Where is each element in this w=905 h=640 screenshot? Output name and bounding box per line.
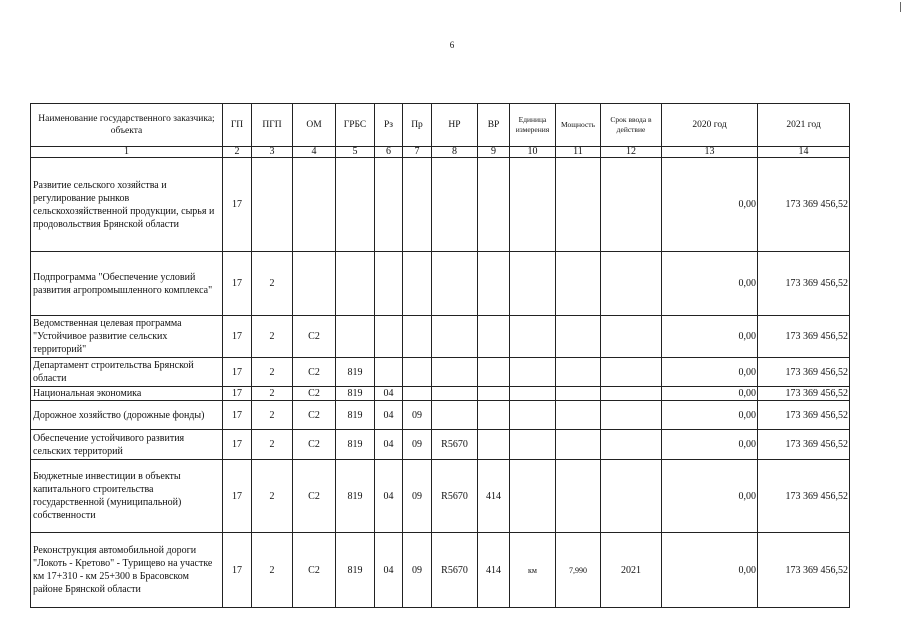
table-cell bbox=[601, 316, 662, 358]
table-row bbox=[31, 252, 850, 316]
table-cell bbox=[510, 430, 556, 460]
amount-cell: 0,00 bbox=[662, 252, 758, 316]
table-cell: 2 bbox=[252, 460, 293, 533]
table-cell bbox=[432, 316, 478, 358]
amount-cell: 173 369 456,52 bbox=[758, 316, 850, 358]
amount-cell: 0,00 bbox=[662, 401, 758, 430]
column-number: 6 bbox=[375, 147, 403, 158]
table-cell bbox=[601, 387, 662, 401]
table-cell bbox=[601, 358, 662, 387]
table-cell bbox=[556, 358, 601, 387]
table-cell bbox=[432, 358, 478, 387]
table-cell: 2 bbox=[252, 533, 293, 608]
column-number: 10 bbox=[510, 147, 556, 158]
table-cell: 819 bbox=[336, 401, 375, 430]
header-cell: ГРБС bbox=[336, 104, 375, 147]
column-number: 13 bbox=[662, 147, 758, 158]
page-number: 6 bbox=[449, 40, 455, 50]
header-cell: Единица измерения bbox=[510, 104, 556, 147]
amount-cell: 0,00 bbox=[662, 158, 758, 252]
table-cell: 04 bbox=[375, 460, 403, 533]
table-cell bbox=[556, 430, 601, 460]
table-row bbox=[31, 358, 850, 387]
table-cell bbox=[432, 401, 478, 430]
table-cell bbox=[601, 401, 662, 430]
table-cell: R5670 bbox=[432, 533, 478, 608]
table-cell: 2 bbox=[252, 252, 293, 316]
table-cell bbox=[478, 387, 510, 401]
table-cell bbox=[510, 252, 556, 316]
table-cell bbox=[403, 316, 432, 358]
table-cell bbox=[478, 358, 510, 387]
table-cell bbox=[293, 252, 336, 316]
column-number: 14 bbox=[758, 147, 850, 158]
table-cell: С2 bbox=[293, 316, 336, 358]
table-cell: С2 bbox=[293, 387, 336, 401]
table-cell bbox=[336, 316, 375, 358]
table-cell bbox=[510, 401, 556, 430]
header-cell: Пр bbox=[403, 104, 432, 147]
table-cell bbox=[510, 387, 556, 401]
table-cell: 17 bbox=[223, 316, 252, 358]
table-cell bbox=[478, 316, 510, 358]
table-cell: 09 bbox=[403, 401, 432, 430]
table-cell bbox=[510, 316, 556, 358]
table-row bbox=[31, 430, 850, 460]
amount-cell: 173 369 456,52 bbox=[758, 401, 850, 430]
table-cell bbox=[432, 252, 478, 316]
row-name-cell: Обеспечение устойчивого развития сельских территорий bbox=[31, 430, 223, 460]
amount-cell: 0,00 bbox=[662, 387, 758, 401]
column-number: 2 bbox=[223, 147, 252, 158]
amount-cell: 173 369 456,52 bbox=[758, 533, 850, 608]
table-row bbox=[31, 533, 850, 608]
table-cell bbox=[478, 252, 510, 316]
table-cell: 7,990 bbox=[556, 533, 601, 608]
table-cell bbox=[252, 158, 293, 252]
table-cell: 414 bbox=[478, 460, 510, 533]
column-number: 3 bbox=[252, 147, 293, 158]
table-cell: 819 bbox=[336, 430, 375, 460]
table-cell: 17 bbox=[223, 430, 252, 460]
table-cell bbox=[432, 158, 478, 252]
table-cell: 819 bbox=[336, 358, 375, 387]
table-cell bbox=[403, 158, 432, 252]
header-cell: 2021 год bbox=[758, 104, 850, 147]
table-cell bbox=[336, 252, 375, 316]
table-cell bbox=[556, 158, 601, 252]
table-cell: R5670 bbox=[432, 430, 478, 460]
table-row bbox=[31, 387, 850, 401]
table-cell: 04 bbox=[375, 533, 403, 608]
table-row bbox=[31, 158, 850, 252]
row-name-cell: Дорожное хозяйство (дорожные фонды) bbox=[31, 401, 223, 430]
table-cell: 2 bbox=[252, 387, 293, 401]
table-cell: 2 bbox=[252, 358, 293, 387]
column-number: 4 bbox=[293, 147, 336, 158]
row-name-cell: Национальная экономика bbox=[31, 387, 223, 401]
header-cell: Наименование государственного заказчика; объекта bbox=[31, 104, 223, 147]
table-cell: 17 bbox=[223, 533, 252, 608]
table-cell: 17 bbox=[223, 387, 252, 401]
column-number-row bbox=[31, 147, 850, 158]
amount-cell: 0,00 bbox=[662, 316, 758, 358]
header-cell: ВР bbox=[478, 104, 510, 147]
table-cell: 2 bbox=[252, 401, 293, 430]
table-cell: 819 bbox=[336, 533, 375, 608]
table-cell: 17 bbox=[223, 252, 252, 316]
table-cell bbox=[478, 430, 510, 460]
header-cell: ГП bbox=[223, 104, 252, 147]
table-cell: 09 bbox=[403, 533, 432, 608]
header-cell: Срок ввода в действие bbox=[601, 104, 662, 147]
table-cell: 414 bbox=[478, 533, 510, 608]
table-cell: 17 bbox=[223, 401, 252, 430]
table-cell bbox=[375, 158, 403, 252]
table-cell bbox=[478, 158, 510, 252]
column-number: 11 bbox=[556, 147, 601, 158]
row-name-cell: Развитие сельского хозяйства и регулирование рынков сельскохозяйственной продукции, сырья и продовольствия Брянской области bbox=[31, 158, 223, 252]
table-cell: С2 bbox=[293, 430, 336, 460]
table-cell: R5670 bbox=[432, 460, 478, 533]
table-cell: 17 bbox=[223, 460, 252, 533]
table-row bbox=[31, 316, 850, 358]
table-cell: С2 bbox=[293, 533, 336, 608]
table-cell bbox=[601, 460, 662, 533]
table-cell bbox=[403, 358, 432, 387]
table-cell: С2 bbox=[293, 358, 336, 387]
column-number: 5 bbox=[336, 147, 375, 158]
header-cell: ОМ bbox=[293, 104, 336, 147]
table-cell bbox=[556, 316, 601, 358]
header-cell: 2020 год bbox=[662, 104, 758, 147]
table-cell bbox=[375, 358, 403, 387]
table-cell bbox=[403, 252, 432, 316]
table-body bbox=[31, 158, 850, 608]
amount-cell: 0,00 bbox=[662, 358, 758, 387]
table-row bbox=[31, 401, 850, 430]
table-cell: С2 bbox=[293, 401, 336, 430]
table-cell bbox=[403, 387, 432, 401]
table-cell bbox=[601, 430, 662, 460]
table-cell bbox=[510, 358, 556, 387]
amount-cell: 0,00 bbox=[662, 430, 758, 460]
amount-cell: 173 369 456,52 bbox=[758, 358, 850, 387]
table-cell bbox=[510, 460, 556, 533]
table-cell bbox=[556, 460, 601, 533]
header-row bbox=[31, 104, 850, 147]
scan-edge-mark bbox=[900, 2, 901, 12]
table-cell bbox=[556, 252, 601, 316]
table-cell bbox=[432, 387, 478, 401]
row-name-cell: Подпрограмма "Обеспечение условий развития агропромышленного комплекса" bbox=[31, 252, 223, 316]
row-name-cell: Департамент строительства Брянской области bbox=[31, 358, 223, 387]
header-cell: Мощность bbox=[556, 104, 601, 147]
table-cell: 17 bbox=[223, 158, 252, 252]
table-cell: С2 bbox=[293, 460, 336, 533]
row-name-cell: Бюджетные инвестиции в объекты капитального строительства государственной (муниципальной) собственности bbox=[31, 460, 223, 533]
header-cell: Рз bbox=[375, 104, 403, 147]
table-cell bbox=[478, 401, 510, 430]
table-cell bbox=[293, 158, 336, 252]
table-cell: 2 bbox=[252, 430, 293, 460]
amount-cell: 173 369 456,52 bbox=[758, 387, 850, 401]
amount-cell: 173 369 456,52 bbox=[758, 430, 850, 460]
table-cell bbox=[556, 401, 601, 430]
column-number: 9 bbox=[478, 147, 510, 158]
table-row bbox=[31, 460, 850, 533]
column-number: 1 bbox=[31, 147, 223, 158]
amount-cell: 173 369 456,52 bbox=[758, 158, 850, 252]
table-cell bbox=[375, 316, 403, 358]
header-cell: НР bbox=[432, 104, 478, 147]
table-cell bbox=[336, 158, 375, 252]
column-number: 7 bbox=[403, 147, 432, 158]
table-cell: 17 bbox=[223, 358, 252, 387]
table-cell: 04 bbox=[375, 430, 403, 460]
table-cell: 09 bbox=[403, 460, 432, 533]
table-cell: 819 bbox=[336, 387, 375, 401]
table-cell: 2 bbox=[252, 316, 293, 358]
row-name-cell: Реконструкция автомобильной дороги "Локоть - Кретово" - Турищево на участке км 17+310 - км 25+300 в Брасовском районе Брянской области bbox=[31, 533, 223, 608]
table-cell: 09 bbox=[403, 430, 432, 460]
table-cell: 04 bbox=[375, 387, 403, 401]
amount-cell: 0,00 bbox=[662, 533, 758, 608]
table-cell bbox=[601, 252, 662, 316]
table-cell bbox=[601, 158, 662, 252]
amount-cell: 0,00 bbox=[662, 460, 758, 533]
column-number: 8 bbox=[432, 147, 478, 158]
table-cell bbox=[510, 158, 556, 252]
amount-cell: 173 369 456,52 bbox=[758, 460, 850, 533]
table-cell bbox=[375, 252, 403, 316]
row-name-cell: Ведомственная целевая программа "Устойчивое развитие сельских территорий" bbox=[31, 316, 223, 358]
amount-cell: 173 369 456,52 bbox=[758, 252, 850, 316]
column-number: 12 bbox=[601, 147, 662, 158]
table-cell: 2021 bbox=[601, 533, 662, 608]
table-cell bbox=[556, 387, 601, 401]
table-cell: 04 bbox=[375, 401, 403, 430]
table-cell: км bbox=[510, 533, 556, 608]
table-cell: 819 bbox=[336, 460, 375, 533]
header-cell: ПГП bbox=[252, 104, 293, 147]
budget-table bbox=[30, 103, 850, 608]
